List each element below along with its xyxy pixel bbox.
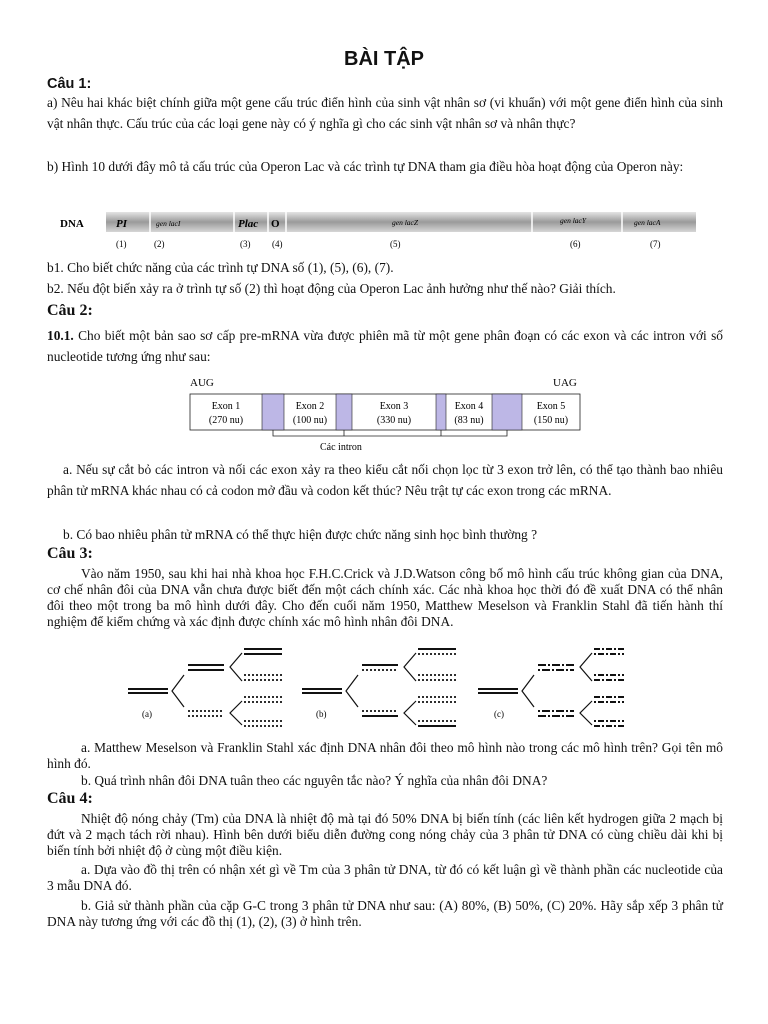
intron-label: Các intron [320, 442, 362, 453]
question-2b-text: b. Có bao nhiêu phân tử mRNA có thể thực hiện được chức năng sinh học bình thường ? [63, 527, 538, 542]
question-2-number: 10.1. [47, 328, 74, 343]
model-c-label: (c) [494, 709, 504, 719]
question-1b2-text: b2. Nếu đột biến xảy ra ở trình tự số (2) thì hoạt động của Operon Lac ảnh hưởng như thế nào? Giải thích. [47, 281, 616, 296]
intron-4 [492, 394, 522, 430]
exon-1-name: Exon 1 [211, 401, 241, 412]
model-c [478, 649, 624, 726]
segment-pi-label: PI [116, 218, 127, 230]
segment-plac-label: Plac [238, 218, 259, 230]
exon-5-name: Exon 5 [536, 401, 566, 412]
segment-num-4: (4) [272, 239, 283, 249]
question-3-intro: Vào năm 1950, sau khi hai nhà khoa học F.H.C.Crick và J.D.Watson công bố mô hình cấu trúc không gian của DNA, cơ chế nhân đôi của DNA vẫn chưa được biết đến một cách chính xác. Các nhà khoa học thời đó đề xuất DNA có thể nhân đôi theo một trong ba mô hình dưới đây. Cho đến cuối năm 1950, Matthew Meselson và Franklin Stahl đã tiến hành thí nghiệm để kiểm chứng và xác định được chính xác mô hình nhân đôi DNA. [47, 566, 723, 629]
dna-replication-models [126, 645, 626, 729]
model-b [302, 649, 456, 726]
exon-2-length: (100 nu) [292, 415, 328, 426]
segment-num-2: (2) [154, 239, 165, 249]
exon-5-length: (150 nu) [533, 415, 569, 426]
question-1b-text: b) Hình 10 dưới đây mô tả cấu trúc của Operon Lac và các trình tự DNA tham gia điều hòa hoạt động của Operon này: [47, 159, 684, 174]
model-b-label: (b) [316, 709, 327, 719]
model-a [128, 649, 282, 726]
segment-operator-label: O [271, 218, 280, 230]
exon-3-length: (330 nu) [376, 415, 412, 426]
question-2-heading: Câu 2: [47, 302, 93, 319]
question-1a-text: a) Nêu hai khác biệt chính giữa một gene cấu trúc điển hình của sinh vật nhân sơ (vi khuẩn) với một gene điển hình của sinh vật nhân thực. Cấu trúc của các loại gene này có ý nghĩa gì cho các sinh vật nhân sơ và nhân thực? [47, 95, 723, 131]
segment-pi [106, 212, 150, 232]
segment-lacy-label: gen lacY [560, 216, 587, 225]
exon-3-name: Exon 3 [379, 401, 409, 412]
question-4a-text: a. Dựa vào đồ thị trên có nhận xét gì về Tm của 3 phân tử DNA, từ đó có kết luận gì về thành phần các nucleotide của 3 mẫu DNA đó. [47, 862, 723, 893]
operon-lac-diagram [60, 206, 710, 254]
exon-2-name: Exon 2 [295, 401, 325, 412]
segment-laca-label: gen lacA [634, 218, 661, 227]
page-title: BÀI TẬP [344, 48, 424, 70]
question-1-heading: Câu 1: [47, 76, 92, 92]
question-2a-text: a. Nếu sự cắt bỏ các intron và nối các exon xảy ra theo kiểu cắt nối chọn lọc từ 3 exon trở lên, có thể tạo thành bao nhiêu phân tử mRNA khác nhau có cả codon mở đầu và codon kết thúc? Nêu trật tự các exon trong các mRNA. [47, 462, 723, 498]
operon-dna-label: DNA [60, 218, 84, 230]
segment-num-6: (6) [570, 239, 581, 249]
question-3b-text: b. Quá trình nhân đôi DNA tuân theo các nguyên tắc nào? Ý nghĩa của nhân đôi DNA? [81, 773, 548, 788]
question-4b-text: b. Giả sử thành phần của cặp G-C trong 3 phân tử DNA như sau: (A) 80%, (B) 50%, (C) 20%. Hãy sắp xếp 3 phân tử DNA này tương ứng với các đồ thị (1), (2), (3) ở hình trên. [47, 898, 723, 929]
model-a-label: (a) [142, 709, 152, 719]
segment-lacz-label: gen lacZ [392, 218, 419, 227]
question-3a-text: a. Matthew Meselson và Franklin Stahl xác định DNA nhân đôi theo mô hình nào trong các mô hình trên? Gọi tên mô hình đó. [47, 740, 723, 771]
exon-1-length: (270 nu) [208, 415, 244, 426]
segment-num-3: (3) [240, 239, 251, 249]
question-2-text: Cho biết một bản sao sơ cấp pre-mRNA vừa được phiên mã từ một gene phân đoạn có các exon và các intron với số nucleotide tương ứng như sau: [47, 328, 723, 364]
question-1b1-text: b1. Cho biết chức năng của các trình tự DNA số (1), (5), (6), (7). [47, 260, 394, 275]
aug-label: AUG [190, 377, 214, 389]
uag-label: UAG [553, 377, 577, 389]
pre-mrna-diagram [180, 372, 590, 458]
exon-4-name: Exon 4 [454, 401, 484, 412]
question-4-heading: Câu 4: [47, 790, 93, 807]
segment-num-1: (1) [116, 239, 127, 249]
segment-num-7: (7) [650, 239, 661, 249]
question-2-intro [47, 326, 723, 367]
segment-laci-label: gen lacI [156, 219, 181, 228]
intron-1 [262, 394, 284, 430]
intron-3 [436, 394, 446, 430]
intron-2 [336, 394, 352, 430]
question-3-heading: Câu 3: [47, 545, 93, 562]
exon-4-length: (83 nu) [454, 415, 484, 426]
segment-num-5: (5) [390, 239, 401, 249]
question-4-intro: Nhiệt độ nóng chảy (Tm) của DNA là nhiệt độ mà tại đó 50% DNA bị biến tính (các liên kết hydrogen giữa 2 mạch bị đứt và 2 mạch tách rời nhau). Hình bên dưới biểu diễn đường cong nóng chảy của 3 phân tử DNA có cùng chiều dài khi bị biến tính bởi nhiệt độ ở cùng một điều kiện. [47, 811, 723, 858]
intron-bracket [273, 430, 507, 436]
